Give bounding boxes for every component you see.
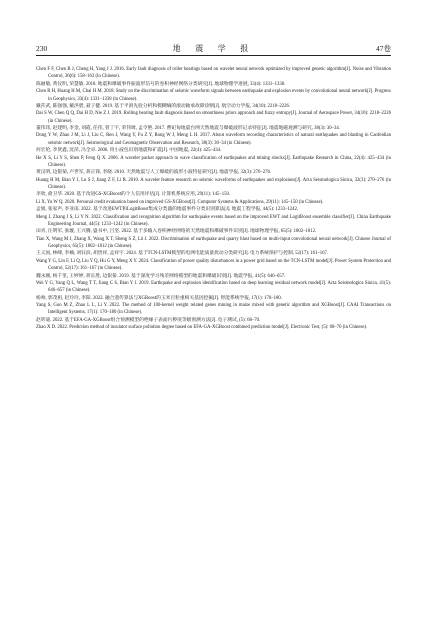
- reference-entry: 杨帅, 郭茂祖, 赵玲玲, 李阳. 2022. 融合遗传算法与XGBoost的玉米百粒重相关基因挖掘[J]. 智能系统学报, 17(1): 170–180.: [36, 295, 282, 301]
- reference-entry: Dai S W, Chen Q Q, Dai H D, Nie Z J. 2019. Rolling bearing fault diagnosis based on smoothness priors approach and fuzzy entropy[J]. Journal of Aerospace Power, 34(10): 2218–2226 (in Chinese).: [36, 111, 391, 124]
- reference-entry: Tian X, Wang M J, Zhang X, Wang X T, Sheng S Z, Lü J. 2022. Discrimination of earthquake and quarry blast based on multi-input convolutional neural network[J]. Chinese Journal of Geophysics, 65(5): 1802–1812 (in Chinese).: [36, 236, 391, 249]
- reference-entry: 何宏伦, 李贤鑫, 沈萍, 冯全卓. 2006. 用小波包识别地震和矿震[J]. 中国地震, 22(4): 425–434.: [36, 148, 222, 154]
- reference-entry: 魏永刚, 杨千里, 王婷婷, 蒋长胜, 边银菊. 2019. 基于深度学习残差网络模型的地震和爆破识别[J]. 地震学报, 41(5): 646–657.: [36, 273, 286, 279]
- reference-entry: 孟娟, 张家声, 李亚南. 2022. 基于改进EWT和LogitBoost集成分类器的地震事件分类识别算法[J]. 地震工程学报, 44(5): 1233–1242.: [36, 207, 299, 213]
- reference-entry: Huang H M, Bian Y J, Lu S J, Jiang Z F, Li R. 2010. A wavelet feature research on seismic waveforms of earthquakes and explosions[J]. Acta Seismologica Sinica, 32(3): 270–276 (in Chinese).: [36, 177, 391, 190]
- reference-entry: Yang S, Guo M Z, Zhao L L, Li Y. 2022. The method of 100-kernel weight related genes mining in maize mixed with genetic algorithm and XGBoost[J]. CAAI Transactions on Intelligent Systems, 17(1): 170–180 (in Chinese).: [36, 303, 391, 316]
- reference-entry: 王义国, 林峰, 李楠, 刘钰滨, 胡贵祥, 孟祥宇. 2024. 基于TCN-LSTM模型的电网电能质量扰动分类研究[J]. 电力系统保护与控制, 52(17): 161–167.: [36, 251, 329, 257]
- running-header: [36, 42, 391, 56]
- reference-entry: 黄汉明, 边银菊, 卢世军, 蒋正锋, 李晓. 2010. 天然地震与人工爆破的波形小波特征研究[J]. 地震学报, 32(3): 270–276.: [36, 170, 272, 176]
- reference-entry: Wei Y G, Yang Q L, Wang T T, Jiang C S, Bian Y J. 2019. Earthquake and explosion identification based on deep learning residual network model[J]. Acta Seismologica Sinica, 41(5): 646–657 (in Chinese).: [36, 280, 391, 294]
- reference-entry: 董伟玮, 赵建明, 李金, 刘霞, 任伟, 曾丁宇, 荣伟姆, 孟令艳. 2017. 曹妃甸地震台网天然地震与爆破波形记录特征[J]. 地震地磁观测与研究, 38(3): 30–34.: [36, 126, 340, 131]
- reference-entry: 赵昕迪. 2022. 基于EFA-GA-XGBoost组合预测模型的绝缘子表面污秽度等级预测方法[J]. 电子测试, (5): 68–70.: [36, 317, 261, 323]
- reference-entry: Chen R H, Huang H M, Chai H M. 2018. Study on the discrimination of seismic waveform signals between earthquake and explosion events by convolutional neural network[J]. Progress in Geophysics, 33(4): 1331–1338 (in Chinese).: [36, 89, 391, 102]
- reference-entry: He X S, Li Y S, Shen P, Feng Q X. 2006. A wavelet packet approach to wave classification of earthquakes and mining shocks[J]. Earthquake Research in China, 22(4): 425–434 (in Chinese).: [36, 155, 391, 168]
- page-number: 230: [36, 44, 48, 53]
- reference-entry: Chen F F, Chen B J, Cheng H, Yang J J. 2016. Early fault diagnosis of roller bearings based on wavelet neural network optimized by improved genetic algorithm[J]. Noise and Vibration Control, 36(6): 158–163 (in Chinese).: [36, 67, 391, 80]
- reference-list: [36, 66, 391, 332]
- reference-entry: 田宵, 汪明军, 张璇, 王兴腾, 盛书中, 吕坚. 2022. 基于多输入卷积神经网络的天然地震和爆破事件识别[J]. 地球物理学报, 65(5): 1802–1812.: [36, 229, 317, 235]
- reference-entry: Dong Y W, Zhao J M, Li J, Liu C, Ren J, Wang Y, Fu Z Y, Rong W J, Meng L H. 2017. About waveform recording characteristics of natural earthquakes and blasting in Caofeidian seismic network[J]. Seismological and Geomagnetic Observation and Research, 38(3): 30–34 (in Chinese).: [36, 133, 391, 146]
- reference-entry: Wang Y G, Lin F, Li Q, Liu Y Q, Hu G Y, Meng X Y. 2024. Classification of power quality disturbances in a power grid based on the TCN-LSTM model[J]. Power System Protection and Control, 52(17): 161–167 (in Chinese).: [36, 258, 391, 272]
- reference-entry: 李欣, 俞卫华. 2020. 基于改进GS-XGBoost的个人信用评估[J]. 计算机系统应用, 29(11): 145–150.: [36, 192, 231, 198]
- reference-entry: 戴莎武, 陈强强, 戴洪碧, 聂子健. 2019. 基于平滑先验分析和模糊熵的滚动轴承故障诊断[J]. 航空动力学报, 34(10): 2218–2226.: [36, 103, 291, 109]
- reference-entry: Li X, Yu W Q. 2020. Personal credit evaluation based on improved GS-XGBoost[J]. Computer Systems & Applications, 29(11): 145–150 (in Chinese).: [36, 199, 324, 205]
- volume-number: 47卷: [376, 44, 391, 53]
- reference-entry: Zhao X D. 2022. Prediction method of insulator surface pollution degree based on EFA-GA-XGBoost combined prediction model[J]. Electronic Test, (5): 68–70 (in Chinese).: [36, 325, 368, 331]
- reference-entry: Meng J, Zhang J S, Li Y N. 2022. Classification and recognition algorithm for earthquake events based on the improved EWT and LogitBoost ensemble classifier[J]. China Earthquake Engineering Journal, 44(5): 1233–1242 (in Chinese).: [36, 214, 391, 227]
- reference-entry: 陈丽敏, 黄仪明, 荣慧敏. 2018. 地震和爆破事件振波形信号的卷积神经网络分类研究[J]. 地球物理学进展, 33(4): 1331–1338.: [36, 81, 286, 87]
- journal-title: 地 震 学 报: [172, 44, 255, 53]
